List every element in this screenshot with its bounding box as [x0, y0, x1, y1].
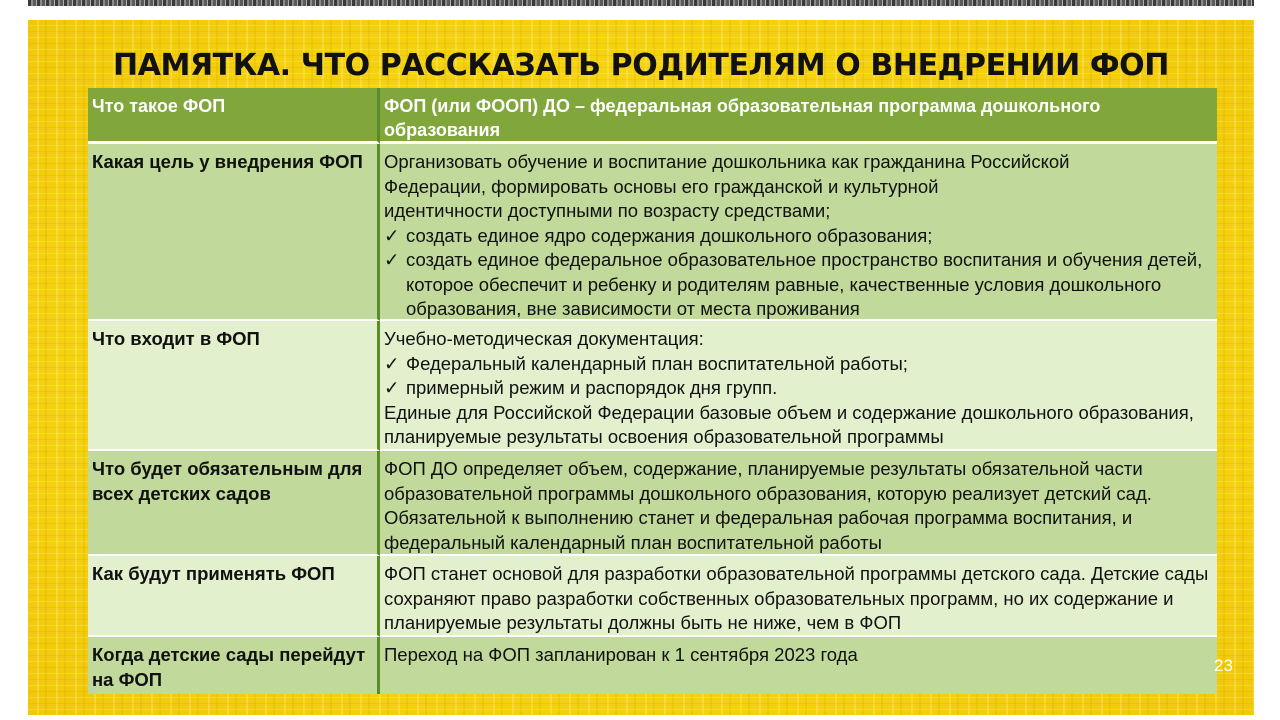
check-icon: ✓: [384, 249, 400, 270]
check-item-text: создать единое ядро содержания дошкольного образования;: [406, 224, 933, 246]
mandatory-question-cell: Что будет обязательным для всех детских садов: [88, 451, 380, 556]
check-item-text: создать единое федеральное образовательное пространство воспитания и обучения детей, которое обеспечит и ребенку и родителям равные, качественные условия дошкольного образования, вне зависимости от места проживания: [406, 249, 1203, 319]
check-item-text: Федеральный календарный план воспитательной работы;: [406, 352, 908, 374]
goal-text-line: идентичности доступными по возрасту средствами;: [384, 200, 831, 221]
check-list-item: [384, 248, 1213, 321]
goal-answer-cell: [380, 144, 1217, 321]
goal-text-line: Федерации, формировать основы его гражданской и культурной: [384, 175, 939, 197]
check-icon: ✓: [384, 377, 400, 398]
transition-question-cell: Когда детские сады перейдут на ФОП: [88, 637, 380, 694]
contents-outro: Единые для Российской Федерации базовые объем и содержание дошкольного образования, планируемые результаты освоения образовательной программы: [384, 401, 1194, 447]
transition-answer-cell: Переход на ФОП запланирован к 1 сентября 2023 года: [380, 637, 1217, 694]
slide: [28, 20, 1254, 715]
application-question-cell: Как будут применять ФОП: [88, 556, 380, 637]
memo-table: [88, 88, 1217, 694]
check-list-item: [384, 376, 1213, 401]
check-list-item: [384, 224, 1213, 249]
page-number: 23: [1214, 656, 1233, 675]
check-item-text: примерный режим и распорядок дня групп.: [406, 377, 778, 398]
application-answer-cell: ФОП станет основой для разработки образовательной программы детского сада. Детские сады сохраняют право разработки собственных образовательных программ, но их содержание и планируемые результаты должны быть не ниже, чем в ФОП: [380, 556, 1217, 637]
contents-question-cell: Что входит в ФОП: [88, 321, 380, 451]
check-icon: ✓: [384, 224, 400, 246]
goal-text-line: Организовать обучение и воспитание дошкольника как гражданина Российской: [384, 151, 1070, 172]
top-photo-strip: [28, 0, 1254, 6]
check-list-item: [384, 352, 1213, 377]
mandatory-answer-cell: ФОП ДО определяет объем, содержание, планируемые результаты обязательной части образовательной программы дошкольного образования, которую реализует детский сад. Обязательной к выполнению станет и федеральная рабочая программа воспитания, и федеральный календарный план воспитательной работы: [380, 451, 1217, 556]
header-question-cell: Что такое ФОП: [88, 88, 380, 144]
contents-intro: Учебно-методическая документация:: [384, 328, 704, 349]
check-icon: ✓: [384, 352, 400, 374]
contents-answer-cell: [380, 321, 1217, 451]
goal-question-cell: Какая цель у внедрения ФОП: [88, 144, 380, 321]
slide-title: ПАМЯТКА. ЧТО РАССКАЗАТЬ РОДИТЕЛЯМ О ВНЕДРЕНИИ ФОП: [113, 48, 1169, 83]
header-answer-cell: ФОП (или ФООП) ДО – федеральная образовательная программа дошкольного образования: [380, 88, 1217, 144]
